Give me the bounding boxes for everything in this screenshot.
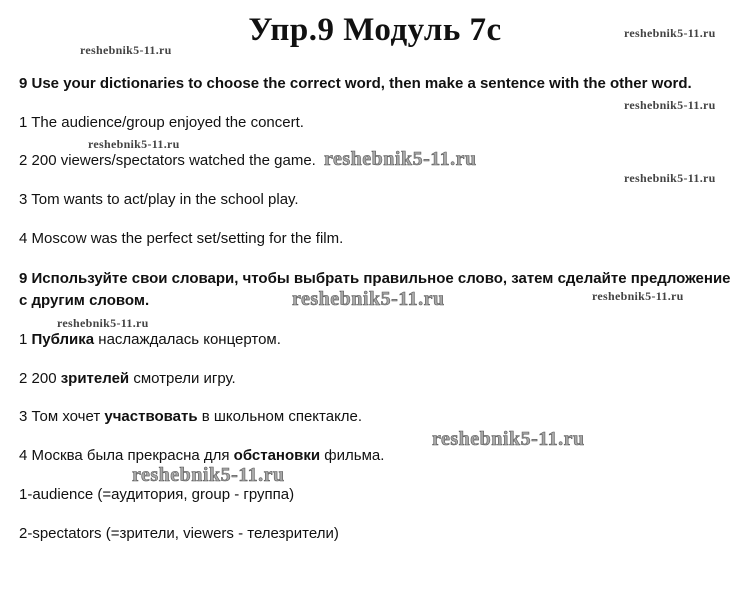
sentence-en-4: 4 Moscow was the perfect set/setting for the film. xyxy=(19,230,344,247)
answer-word: обстановки xyxy=(233,447,321,464)
watermark: reshebnik5-11.ru xyxy=(624,171,716,185)
note-2: 2-spectators (=зрители, viewers - телезрители) xyxy=(19,525,339,542)
answer-word: зрителей xyxy=(60,370,130,387)
answer-word: участвовать xyxy=(104,408,198,425)
sentence-en-2: 2 200 viewers/spectators watched the game. xyxy=(19,152,316,169)
watermark: reshebnik5-11.ru xyxy=(80,43,172,57)
sentence-en-3: 3 Tom wants to act/play in the school play. xyxy=(19,191,299,208)
task-heading-ru: 9 Используйте свои словари, чтобы выбрать правильное слово, затем сделайте предложение с другим словом. xyxy=(19,270,731,309)
watermark: reshebnik5-11.ru xyxy=(292,288,445,310)
watermark: reshebnik5-11.ru xyxy=(324,148,477,170)
watermark: reshebnik5-11.ru xyxy=(624,98,716,112)
answer-ru-1: 1 Публика наслаждалась концертом. xyxy=(19,331,281,348)
watermark: reshebnik5-11.ru xyxy=(132,464,285,486)
watermark: reshebnik5-11.ru xyxy=(624,26,716,40)
answer-ru-4: 4 Москва была прекрасна для обстановки фильма. xyxy=(19,447,385,464)
watermark: reshebnik5-11.ru xyxy=(88,137,180,151)
answer-word: Публика xyxy=(31,331,95,348)
note-1: 1-audience (=аудитория, group - группа) xyxy=(19,486,295,503)
watermark: reshebnik5-11.ru xyxy=(592,289,684,303)
page-title: Упр.9 Модуль 7c xyxy=(248,12,502,48)
answer-ru-3: 3 Том хочет участвовать в школьном спектакле. xyxy=(19,408,363,425)
task-heading-en: 9 Use your dictionaries to choose the correct word, then make a sentence with the other word. xyxy=(19,75,692,92)
answer-ru-2: 2 200 зрителей смотрели игру. xyxy=(19,370,236,387)
watermark: reshebnik5-11.ru xyxy=(432,428,585,450)
watermark: reshebnik5-11.ru xyxy=(57,316,149,330)
sentence-en-1: 1 The audience/group enjoyed the concert. xyxy=(19,114,304,131)
